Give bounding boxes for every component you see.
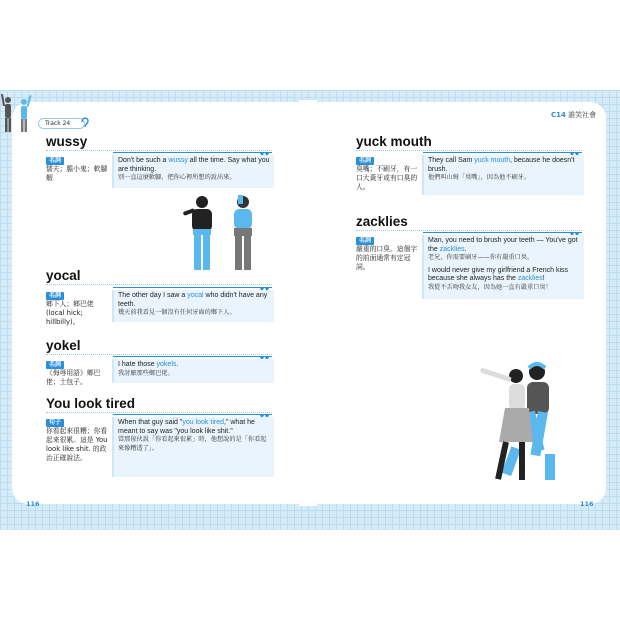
example-zh: 老兄，你需要刷牙——你有嚴重口臭。 [428, 254, 534, 261]
entry-definition [46, 418, 110, 463]
page-number-right: 116 [580, 500, 594, 508]
entry-definition [356, 236, 420, 272]
box-line [423, 152, 582, 153]
track-label: Track 24 [38, 118, 85, 129]
headword-yuck-mouth: yuck mouth [356, 134, 432, 149]
definition-text: 鄉下人；鄉巴佬 (local hick; hillbilly)。 [46, 300, 94, 326]
page-number-left: 116 [26, 500, 40, 508]
headword-yokel: yokel [46, 338, 81, 353]
entry-definition [46, 156, 110, 183]
definition-text: 《侮辱用語》鄉巴佬；土包子。 [46, 369, 101, 386]
gutter [299, 100, 317, 506]
definition-text: 你看起來很糟；你看起來很累。這是 You look like shit. 的政治正確說法。 [46, 427, 108, 462]
example-zh: 我討厭那些鄉巴佬。 [118, 369, 174, 377]
example-zh: 他們叫山姆「臭嘴」，因為他不刷牙。 [428, 174, 531, 181]
example-box [112, 417, 274, 477]
pos-tag: 名詞 [46, 292, 64, 300]
chapter-header [551, 110, 596, 120]
example-box [422, 235, 584, 299]
box-line [113, 356, 272, 357]
pos-tag: 句子 [46, 419, 64, 427]
box-line [423, 232, 582, 233]
two-people-illustration [180, 192, 265, 274]
divider [46, 150, 272, 151]
example-en: When that guy said "you look tired," what he meant to say was "you look like shit." [118, 419, 255, 435]
headword-zacklies: zacklies [356, 214, 408, 229]
example-en: I hate those yokels. [118, 361, 179, 368]
example2-zh: 我從不舌吻我女友，因為她一直有嚴重口臭！ [428, 283, 552, 291]
box-line [113, 287, 272, 288]
divider [46, 354, 272, 355]
example-en: They call Sam yuck mouth, because he doesn't brush. [428, 157, 575, 173]
definition-text: 懦夫；膽小鬼；軟腳蝦 [46, 165, 108, 182]
chapter-title: 誰笑社會 [568, 111, 597, 119]
entry-definition [46, 360, 110, 387]
headword-wussy: wussy [46, 134, 88, 149]
example-box [112, 155, 274, 188]
example2-en: I would never give my girlfriend a French kiss because she always has the zacklies! [428, 266, 569, 282]
example-en: The other day I saw a yocal who didn't have any teeth. [118, 292, 268, 308]
divider [356, 230, 582, 231]
pos-tag: 名詞 [46, 157, 64, 165]
divider [46, 284, 272, 285]
example-en: Don't be such a wussy all the time. Say what you are thinking. [118, 157, 270, 173]
example-zh: 幾天前我看見一個沒有任何牙齒的鄉下人。 [118, 309, 236, 316]
headword-yocal: yocal [46, 268, 81, 283]
headword-you-look-tired: You look tired [46, 396, 136, 411]
definition-text: 嚴重的口臭。這個字的前面通常有定冠詞。 [356, 245, 418, 271]
example-zh: 別一直這麼軟腳，把你心裡所想的說出來。 [118, 174, 236, 181]
example-box [112, 290, 274, 322]
box-line [113, 152, 272, 153]
box-line [113, 414, 272, 415]
ear-icon [80, 116, 89, 128]
entry-definition [356, 156, 420, 192]
definition-text: 臭嘴；不刷牙，有一口大黃牙或有口臭的人。 [356, 165, 418, 191]
pos-tag: 名詞 [356, 237, 374, 245]
cheering-people-illustration [0, 92, 36, 142]
entry-definition [46, 291, 110, 327]
example-box [422, 155, 584, 195]
divider [46, 412, 272, 413]
example-box [112, 359, 274, 383]
divider [356, 150, 582, 151]
chapter-number: C14 [551, 111, 566, 119]
pos-tag: 名詞 [46, 361, 64, 369]
couple-illustration [475, 362, 575, 488]
example-zh: 當那傢伙說「你看起來很累」時，他想說的是「你看起來像糟透了」。 [118, 436, 267, 452]
pos-tag: 名詞 [356, 157, 374, 165]
example-en: Man, you need to brush your teeth — You've got the zacklies. [428, 237, 578, 253]
